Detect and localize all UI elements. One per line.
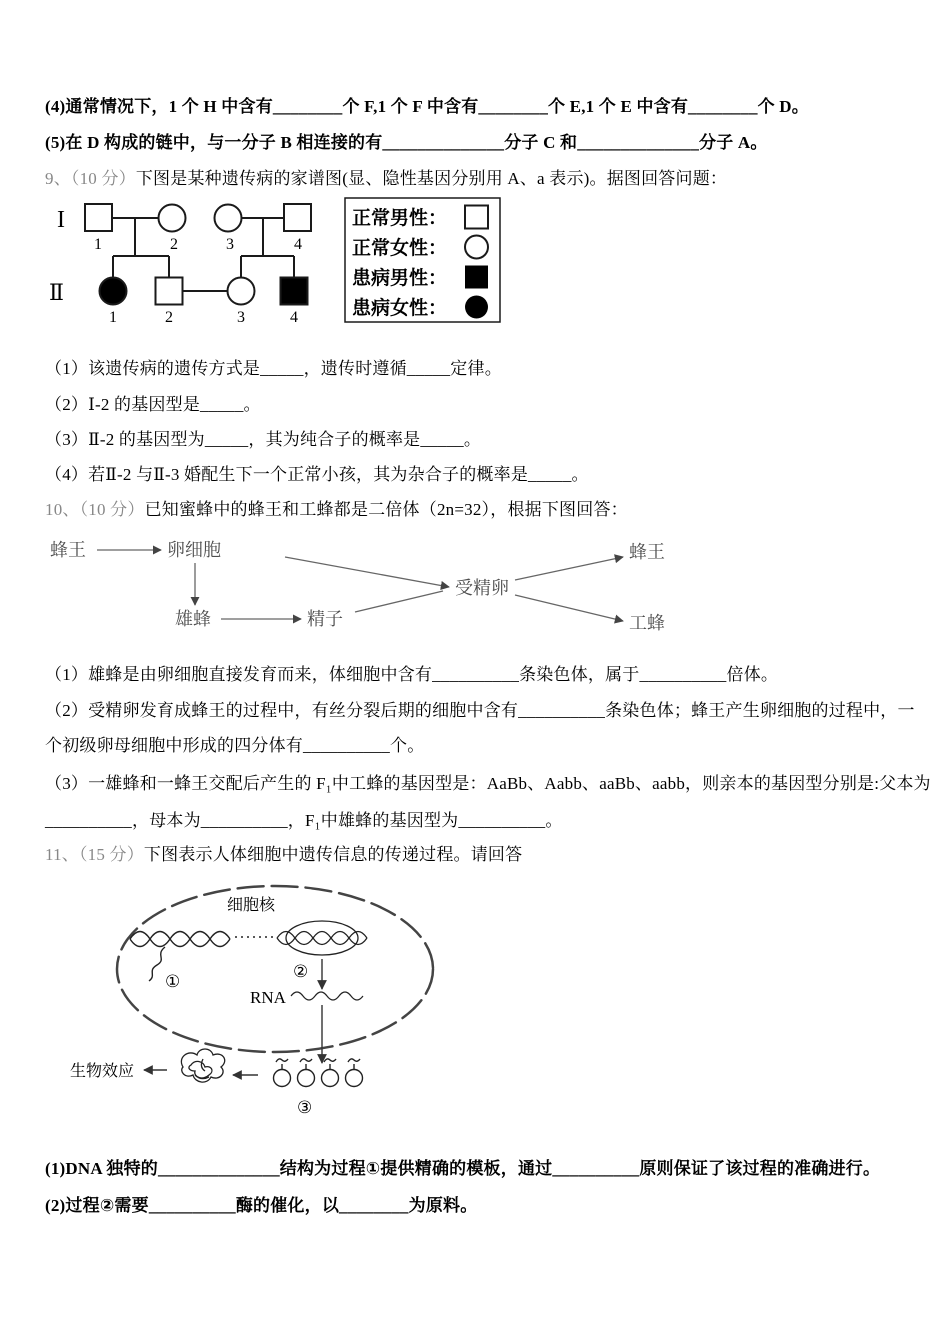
- individual-I-1-square: [85, 204, 112, 231]
- q9-intro-line: [45, 168, 727, 190]
- q9-sub2: （2）Ⅰ-2 的基因型是_____。: [45, 395, 261, 414]
- q10-intro-text: 已知蜜蜂中的蜂王和工蜂都是二倍体（2n=32），根据下图回答：: [144, 500, 628, 519]
- bee-flow-diagram: [45, 533, 705, 645]
- q10-sub2a: （2）受精卵发育成蜂王的过程中，有丝分裂后期的细胞中含有__________条染色体；蜂王产生卵细胞的过程中，一: [45, 701, 915, 720]
- individual-II-3-circle: [228, 278, 255, 305]
- legend-open-circle-icon: [465, 236, 488, 259]
- step3-label: ③: [297, 1098, 313, 1117]
- q11-number: 11、（15 分）: [45, 845, 144, 864]
- q9-intro-text: 下图是某种遗传病的家谱图(显、隐性基因分别用 A、a 表示)。据图回答问题：: [135, 169, 728, 188]
- legend-open-square-icon: [465, 206, 488, 229]
- q10-sub2b: 个初级卵母细胞中形成的四分体有__________个。: [45, 736, 425, 755]
- pedigree-diagram: [45, 196, 505, 338]
- arrow-egg-to-zygote: [285, 557, 449, 587]
- queen-right-label: 蜂王: [629, 542, 665, 562]
- protein-blob: [181, 1049, 224, 1082]
- q10-sub3a: （3）一雄蜂和一蜂王交配后产生的 F₁中工蜂的基因型是：AaBb、Aabb、aaBb、aabb，则亲本的基因型分别是:父本为: [45, 774, 931, 793]
- pedigree-legend: [345, 198, 500, 322]
- num-II-2: 2: [165, 309, 173, 326]
- ribosome: [322, 1059, 339, 1087]
- individual-I-2-circle: [159, 205, 186, 232]
- line-sperm-to-zygote: [355, 591, 443, 612]
- q10-number: 10、（10 分）: [45, 500, 145, 519]
- rna-label: RNA: [250, 988, 286, 1007]
- q9-sub3: （3）Ⅱ-2 的基因型为_____，其为纯合子的概率是_____。: [45, 430, 482, 449]
- q11-sub1: (1)DNA 独特的______________结构为过程①提供精确的模板，通过__________原则保证了该过程的准确进行。: [45, 1159, 881, 1178]
- q8-line5: (5)在 D 构成的链中，与一分子 B 相连接的有______________分子 C 和______________分子 A。: [45, 133, 768, 152]
- zygote-label: 受精卵: [455, 578, 509, 598]
- sperm-label: 精子: [307, 609, 343, 629]
- legend-filled-square-icon: [465, 266, 488, 289]
- ribosomes-group: [274, 1059, 363, 1087]
- egg-cell-label: 卵细胞: [167, 540, 221, 560]
- queen-left-label: 蜂王: [50, 540, 86, 560]
- q11-sub2: (2)过程②需要__________酶的催化，以________为原料。: [45, 1196, 478, 1215]
- num-I-2: 2: [170, 236, 178, 253]
- arrow-zygote-to-queen: [515, 557, 623, 580]
- q10-sub1: （1）雄蜂是由卵细胞直接发育而来，体细胞中含有__________条染色体，属于__________倍体。: [45, 665, 779, 684]
- step1-label: ①: [165, 972, 181, 991]
- q9-sub4: （4）若Ⅱ-2 与Ⅱ-3 婚配生下一个正常小孩，其为杂合子的概率是_____。: [45, 465, 589, 484]
- ribosome: [298, 1059, 315, 1087]
- transcription-bubble-circle: [286, 921, 358, 955]
- genetic-info-diagram: [45, 875, 475, 1147]
- num-II-4: 4: [290, 309, 298, 326]
- legend-affected-male-label: 患病男性：: [352, 268, 448, 289]
- num-I-3: 3: [226, 236, 234, 253]
- dna-tail-squiggle: [149, 947, 165, 981]
- legend-affected-female-label: 患病女性：: [352, 298, 448, 319]
- q9-sub1: （1）该遗传病的遗传方式是_____，遗传时遵循_____定律。: [45, 359, 502, 378]
- individual-I-4-square: [284, 204, 311, 231]
- rna-strand: [291, 992, 363, 1000]
- q10-sub3b: __________，母本为__________，F₁中雄蜂的基因型为__________。: [45, 811, 563, 830]
- q10-intro-line: [45, 499, 628, 521]
- num-II-1: 1: [109, 309, 117, 326]
- individual-II-1-filled-circle: [100, 278, 127, 305]
- individual-II-4-filled-square: [281, 278, 308, 305]
- arrow-zygote-to-worker: [515, 595, 623, 621]
- drone-label: 雄蜂: [175, 609, 211, 629]
- pedigree-lines: [112, 218, 294, 291]
- individual-I-3-circle: [215, 205, 242, 232]
- bee-flow-labels: [50, 540, 665, 633]
- individual-II-2-square: [156, 278, 183, 305]
- q9-number: 9、（10 分）: [45, 169, 136, 188]
- num-I-1: 1: [94, 236, 102, 253]
- ribosome: [346, 1059, 363, 1087]
- step2-label: ②: [293, 962, 309, 981]
- biological-effect-label: 生物效应: [70, 1063, 135, 1080]
- worker-label: 工蜂: [629, 613, 665, 633]
- legend-filled-circle-icon: [465, 296, 488, 319]
- ribosome: [274, 1059, 291, 1087]
- num-I-4: 4: [294, 236, 302, 253]
- pedigree-numbers: [94, 236, 302, 326]
- generation-2-label: Ⅱ: [49, 280, 64, 305]
- legend-normal-male-label: 正常男性：: [352, 208, 448, 229]
- generation-1-label: I: [57, 207, 65, 233]
- legend-normal-female-label: 正常女性：: [352, 238, 448, 259]
- q8-line4: (4)通常情况下，1 个 H 中含有________个 F,1 个 F 中含有________个 E,1 个 E 中含有________个 D。: [45, 97, 809, 116]
- num-II-3: 3: [237, 309, 245, 326]
- nucleus-label: 细胞核: [227, 897, 276, 914]
- q11-intro-text: 下图表示人体细胞中遗传信息的传递过程。请回答: [143, 845, 523, 864]
- q11-intro-line: [45, 844, 522, 866]
- transcription-site: [277, 921, 367, 955]
